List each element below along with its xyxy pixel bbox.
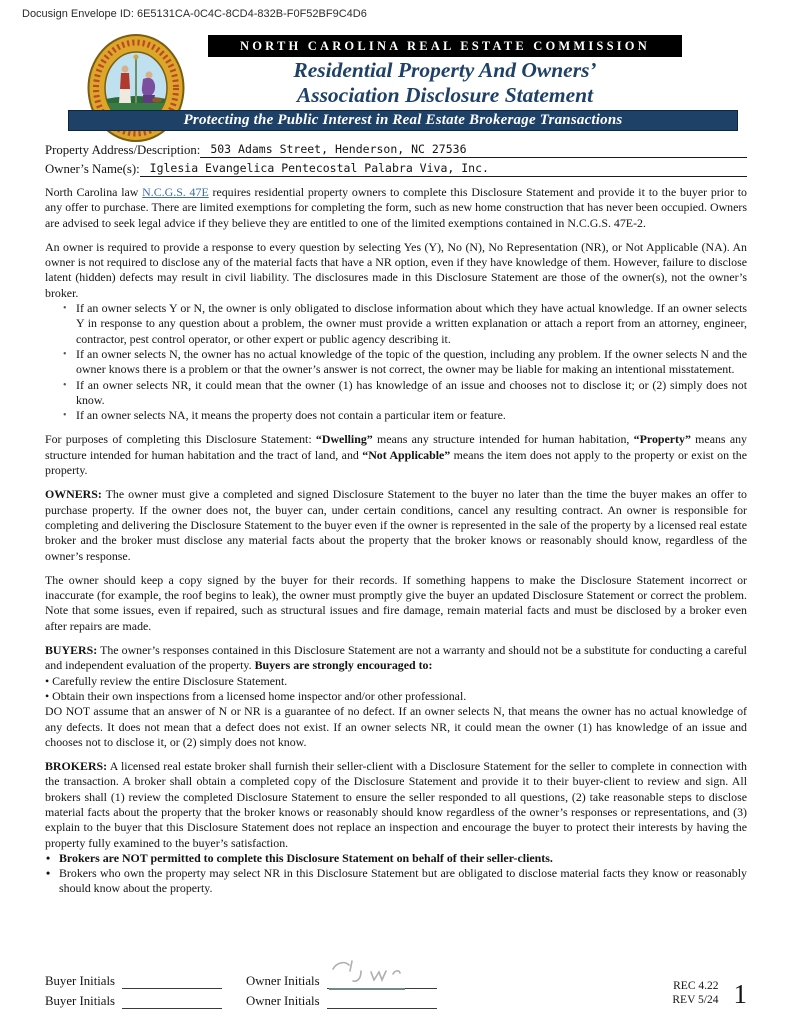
option-bullet-list bbox=[45, 301, 747, 423]
owner-name-row bbox=[45, 158, 747, 177]
paragraph-brokers: BROKERS: A licensed real estate broker shall furnish their seller-client with a Disclosure Statement for the seller to complete in connection with the transaction. A broker shall obtain a completed copy of the Disclosure Statement and provide it to their buyer-client to review and sign. All brokers shall (1) review the completed Disclosure Statement to ensure the seller responded to all questions, (2) take reasonable steps to disclose material facts about the property that the broker knows or reasonably should know regardless of the owner’s responses or representations, and (3) explain to the buyer that this Disclosure Statement does not replace an inspection and encourage the buyer to protect their interests by having the property fully examined to the buyer’s satisfaction. bbox=[45, 759, 747, 850]
form-fields bbox=[45, 139, 747, 177]
commission-banner: NORTH CAROLINA REAL ESTATE COMMISSION bbox=[208, 35, 682, 57]
initials-row-1 bbox=[45, 972, 747, 989]
title-line-1: Residential Property And Owners’ bbox=[293, 58, 597, 82]
owner-initials-label: Owner Initials bbox=[246, 974, 320, 988]
paragraph-law: North Carolina law N.C.G.S. 47E requires residential property owners to complete this Disclosure Statement and provide it to the buyer prior to any offer to purchase. There are limited exemptions for completing the form, such as new home construction that has never been occupied. Owners are advised to seek legal advice if they believe they are entitled to one of the limited exemptions contained in N.C.G.S. 47E-2. bbox=[45, 185, 747, 230]
owner-initials-field-1[interactable] bbox=[327, 975, 437, 989]
list-item: • If an owner selects NA, it means the property does not contain a particular item or feature. bbox=[76, 408, 747, 423]
owner-initials-field-2[interactable] bbox=[327, 995, 437, 1009]
list-item: • If an owner selects Y or N, the owner is only obligated to disclose information about which they have actual knowledge. If an owner selects Y in response to any question about a problem, the owner must provide a written explanation or attach a report from an attorney, engineer, contractor, pest control operator, or other expert or public agency describing it. bbox=[76, 301, 747, 347]
buyer-initials-label: Buyer Initials bbox=[45, 994, 116, 1008]
document-title bbox=[195, 58, 695, 108]
owner-name-field[interactable]: Iglesia Evangelica Pentecostal Palabra Viva, Inc. bbox=[140, 161, 747, 177]
property-address-label: Property Address/Description: bbox=[45, 143, 201, 157]
property-address-row bbox=[45, 139, 747, 158]
statute-link[interactable]: N.C.G.S. 47E bbox=[142, 185, 209, 199]
tagline-banner: Protecting the Public Interest in Real Estate Brokerage Transactions bbox=[68, 110, 738, 131]
buyer-bullet-2: • Obtain their own inspections from a licensed home inspector and/or other professional. bbox=[45, 689, 747, 704]
buyer-initials-field-2[interactable] bbox=[122, 995, 222, 1009]
paragraph-definitions: For purposes of completing this Disclosure Statement: “Dwelling” means any structure intended for human habitation, “Property” means any structure intended for human habitation and the tract of land, and “Not Applicable” means the item does not apply to the property or exist on the property. bbox=[45, 432, 747, 478]
list-item: • Brokers who own the property may select NR in this Disclosure Statement but are obligated to disclose material facts they know or reasonably should know about the property. bbox=[45, 866, 747, 897]
title-line-2: Association Disclosure Statement bbox=[296, 83, 594, 107]
page-footer bbox=[45, 972, 747, 1018]
buyer-initials-label: Buyer Initials bbox=[45, 974, 116, 988]
list-item: • Brokers are NOT permitted to complete this Disclosure Statement on behalf of their seller-clients. bbox=[45, 851, 747, 866]
signed-underline bbox=[329, 988, 405, 990]
form-revision-labels bbox=[672, 980, 718, 1007]
broker-bullet-list bbox=[45, 851, 747, 897]
owner-initials-label: Owner Initials bbox=[246, 994, 320, 1008]
buyer-initials-field-1[interactable] bbox=[122, 975, 222, 989]
page-number: 1 bbox=[733, 978, 747, 1009]
list-item: • If an owner selects N, the owner has no actual knowledge of the topic of the question, including any problem. If the owner selects N and the owner knows there is a problem or that the owner’s answer is not correct, the owner may be liable for making an intentional misstatement. bbox=[76, 347, 747, 378]
buyer-bullet-1: • Carefully review the entire Disclosure Statement. bbox=[45, 674, 747, 689]
paragraph-response-options: An owner is required to provide a response to every question by selecting Yes (Y), No (N), No Representation (NR), or Not Applicable (NA). An owner is not required to disclose any of the material facts that have a NR option, even if they have knowledge of them. However, failure to disclose latent (hidden) defects may result in civil liability. The disclosures made in this Disclosure Statement are those of the owner(s), not the owner’s broker. bbox=[45, 239, 747, 300]
paragraph-do-not: DO NOT assume that an answer of N or NR is a guarantee of no defect. If an owner selects N, that means the owner has no actual knowledge of any defects. It does not mean that a defect does not exist. If an owner selects NR, it could mean the owner (1) has knowledge of an issue and chooses not to disclose it, or (2) simply does not know. bbox=[45, 704, 747, 749]
paragraph-keep-copy: The owner should keep a copy signed by the buyer for their records. If something happens to make the Disclosure Statement incorrect or inaccurate (for example, the roof begins to leak), the owner must promptly give the buyer an updated Disclosure Statement or correct the problem. Note that some issues, even if repaired, such as structural issues and fire damage, remain material facts and must be disclosed by a broker even after repairs are made. bbox=[45, 572, 747, 633]
paragraph-buyers: BUYERS: The owner’s responses contained in this Disclosure Statement are not a warranty and should not be a substitute for conducting a careful and independent evaluation of the property. Buyers are strongly encouraged to: bbox=[45, 643, 747, 673]
owner-name-label: Owner’s Name(s): bbox=[45, 162, 140, 176]
paragraph-owners: OWNERS: The owner must give a completed and signed Disclosure Statement to the buyer no later than the time the buyer makes an offer to purchase property. If the owner does not, the buyer can, under certain conditions, cancel any resulting contract. An owner is responsible for completing and delivering the Disclosure Statement to the buyer even if the owner is represented in the sale of the property by a licensed real estate broker and the broker must disclose any material facts about the property that the broker knows or reasonably should know, regardless of the owner’s response. bbox=[45, 487, 747, 563]
form-revision-block bbox=[672, 980, 747, 1007]
property-address-field[interactable]: 503 Adams Street, Henderson, NC 27536 bbox=[200, 142, 747, 158]
rev-date: REV 5/24 bbox=[672, 993, 719, 1006]
initials-row-2 bbox=[45, 992, 747, 1009]
rec-number: REC 4.22 bbox=[673, 980, 719, 992]
list-item: • If an owner selects NR, it could mean that the owner (1) has knowledge of an issue and chooses not to disclose it; or (2) simply does not know. bbox=[76, 378, 747, 409]
document-body bbox=[45, 185, 747, 897]
docusign-envelope-id: Docusign Envelope ID: 6E5131CA-0C4C-8CD4-832B-F0F52BF9C4D6 bbox=[22, 8, 367, 20]
